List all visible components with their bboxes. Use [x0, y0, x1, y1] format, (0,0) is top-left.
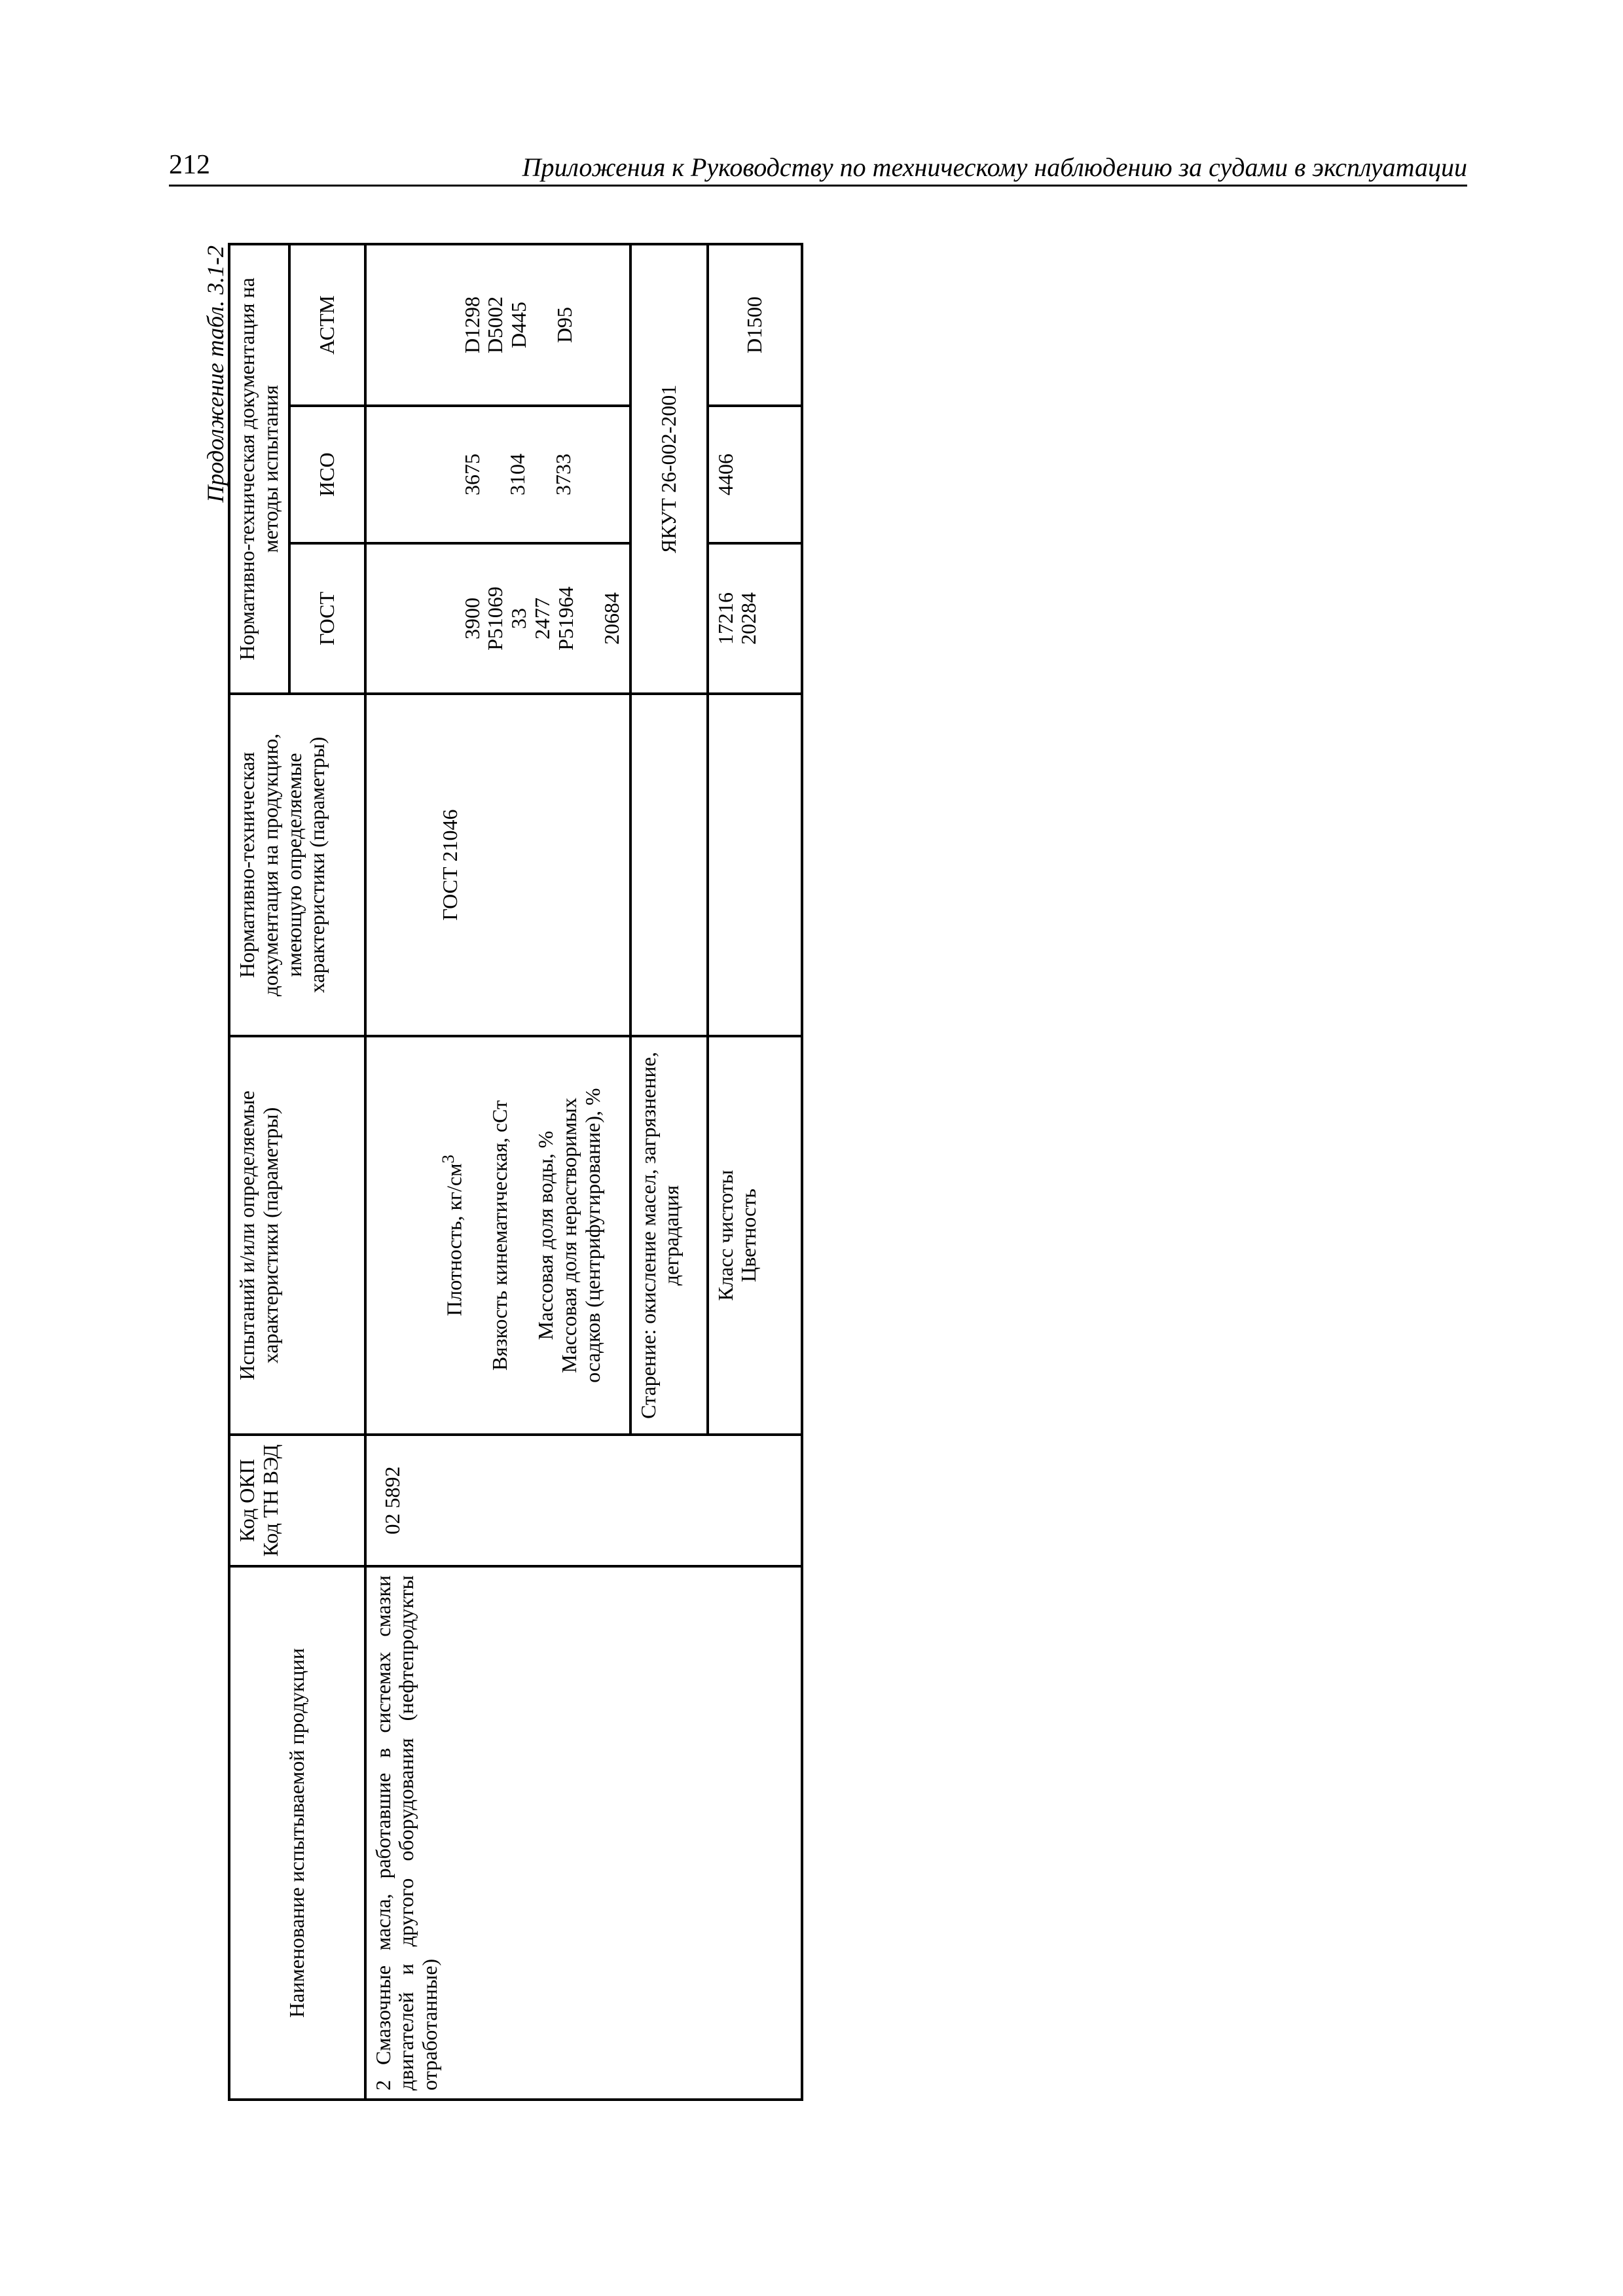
header-astm: АСТМ: [289, 244, 365, 406]
product-doc-value: ГОСТ 21046: [437, 809, 462, 921]
cell-gost: [365, 543, 630, 694]
cell-class-product-doc: [708, 694, 802, 1036]
header-codes: [229, 1435, 365, 1566]
header-iso: ИСО: [289, 406, 365, 543]
param-class: Класс чистоты: [713, 1170, 737, 1301]
param-density-text: Плотность, кг/см: [442, 1163, 466, 1316]
gost-value: 3900: [460, 598, 484, 639]
cell-class-astm: D1500: [708, 244, 802, 406]
astm-value: D445: [507, 301, 531, 349]
astm-value: D95: [553, 306, 577, 344]
iso-value: 3675: [460, 454, 484, 495]
header-code-okp: Код ОКП: [235, 1459, 259, 1542]
cell-astm: [365, 244, 630, 406]
cell-product-doc: [365, 694, 630, 1036]
gost-value: Р51069: [483, 586, 507, 651]
header-rule: [169, 185, 1467, 187]
astm-value: D5002: [483, 296, 507, 354]
astm-value: D1298: [460, 296, 484, 354]
cell-iso: [365, 406, 630, 543]
code-okp-value: 02 5892: [380, 1466, 404, 1535]
header-code-tnved: Код ТН ВЭД: [258, 1444, 282, 1557]
iso-value: 3104: [505, 454, 530, 495]
cell-code: [365, 1435, 802, 1566]
table-caption: Продолжение табл. 3.1-2: [202, 245, 228, 503]
gost-value: 2477: [530, 598, 555, 639]
param-aging-line2: деградация: [659, 1185, 684, 1286]
header-product-name: Наименование испытываемой продукции: [229, 1566, 365, 2100]
param-color: Цветность: [737, 1189, 761, 1282]
iso-value: 3733: [551, 454, 575, 495]
param-sediment-line2: осадков (центрифугирование), %: [580, 1088, 604, 1383]
gost-value: 33: [507, 608, 531, 629]
param-aging-line1: Старение: окисление масел, загрязнение,: [636, 1052, 660, 1419]
cell-class-iso: 4406: [708, 406, 802, 543]
gost-value: Р51964: [553, 586, 577, 651]
header-methods-docs: Нормативно-техническая документация на методы испытания: [229, 244, 289, 694]
header-product-docs: Нормативно-техническая документация на продукцию, имеющую определяемые характеристики (параметры): [229, 694, 365, 1036]
cell-class-color: [708, 1036, 802, 1435]
param-density: [439, 1045, 466, 1426]
header-tests: Испытаний и/или определяемые характеристики (параметры): [229, 1036, 365, 1435]
page-number: 212: [169, 150, 210, 180]
cell-product-name: 2 Смазочные масла, работавшие в системах смазки двигателей и другого оборудования (нефтепродукты отработанные): [365, 1566, 802, 2100]
cell-class-gost: [708, 543, 802, 694]
running-title: Приложения к Руководству по техническому наблюдению за судами в эксплуатации: [522, 152, 1467, 182]
class-gost-value: 17216: [713, 592, 737, 645]
header-gost: ГОСТ: [289, 543, 365, 694]
cell-aging: [630, 1036, 708, 1435]
cell-aging-doc: ЯКУТ 26-002-2001: [630, 244, 708, 694]
param-water: Массовая доля воды, %: [533, 1130, 557, 1340]
param-density-sup: 3: [437, 1155, 458, 1164]
cell-parameters: [365, 1036, 630, 1435]
cell-aging-product-doc: [630, 694, 708, 1036]
gost-value: 20684: [599, 592, 623, 645]
class-gost-value: 20284: [737, 592, 761, 645]
param-viscosity: Вязкость кинематическая, сСт: [488, 1100, 512, 1371]
test-methods-table: [228, 243, 803, 2101]
rotated-table-container: [202, 245, 770, 2101]
param-sediment-line1: Массовая доля нерастворимых: [556, 1098, 581, 1373]
